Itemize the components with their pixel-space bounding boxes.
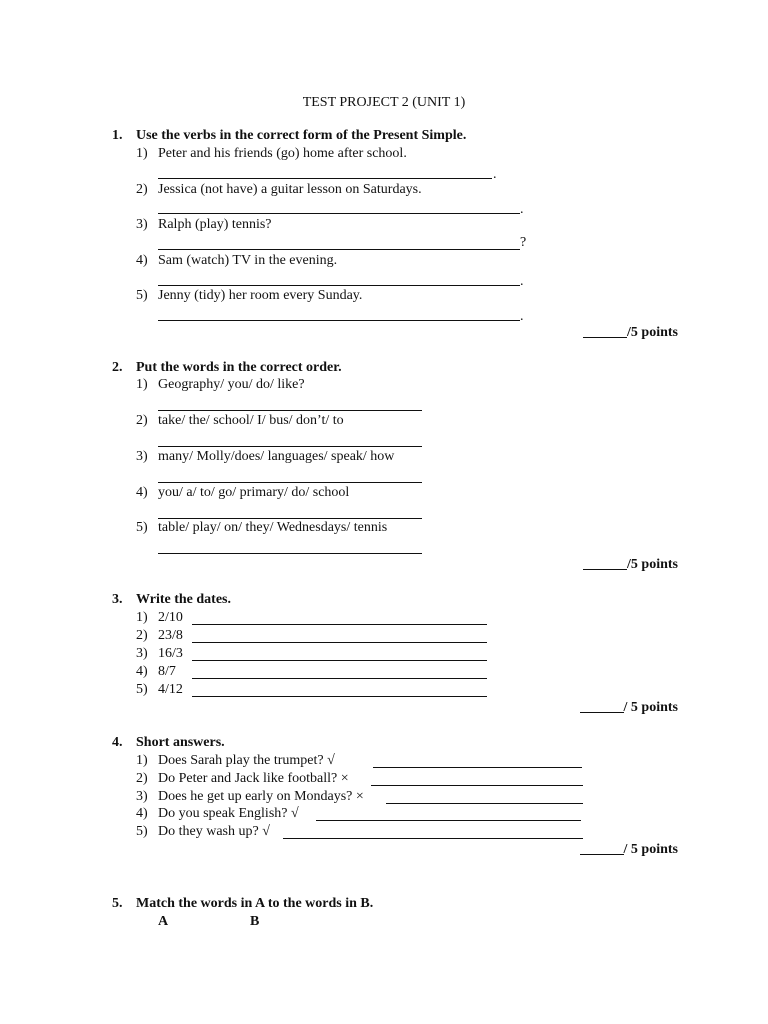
- s3-score-blank[interactable]: [580, 700, 624, 713]
- s3-item-4: 4) 8/7: [136, 664, 176, 679]
- s4-score-blank[interactable]: [580, 842, 624, 855]
- section-1-heading: 1. Use the verbs in the correct form of the Present Simple.: [112, 128, 467, 143]
- s4-item-4: 4) Do you speak English? √: [136, 806, 299, 821]
- s3-answer-line-3[interactable]: [192, 660, 487, 661]
- s1-end-2: .: [520, 202, 524, 217]
- s2-points: /5 points: [583, 557, 678, 573]
- s1-end-1: .: [493, 167, 497, 182]
- s1-answer-line-5[interactable]: [158, 320, 520, 321]
- s3-item-3: 3) 16/3: [136, 646, 183, 661]
- column-b-label: B: [250, 914, 260, 929]
- s2-answer-line-3[interactable]: [158, 482, 422, 483]
- s1-end-3: ?: [520, 235, 527, 250]
- s1-end-4: .: [520, 274, 524, 289]
- s2-answer-line-5[interactable]: [158, 553, 422, 554]
- s2-item-3: 3) many/ Molly/does/ languages/ speak/ how: [136, 449, 395, 464]
- s3-points: / 5 points: [580, 700, 678, 716]
- s4-answer-line-5[interactable]: [283, 838, 583, 839]
- s2-answer-line-1[interactable]: [158, 410, 422, 411]
- s2-item-1: 1) Geography/ you/ do/ like?: [136, 377, 305, 392]
- s1-points: /5 points: [583, 325, 678, 341]
- section-5-heading: 5. Match the words in A to the words in B.: [112, 896, 374, 911]
- s1-score-blank[interactable]: [583, 325, 627, 338]
- s1-answer-line-1[interactable]: [158, 178, 492, 179]
- s3-answer-line-1[interactable]: [192, 624, 487, 625]
- s4-points: / 5 points: [580, 842, 678, 858]
- s2-answer-line-2[interactable]: [158, 446, 422, 447]
- s4-item-2: 2) Do Peter and Jack like football? ×: [136, 771, 349, 786]
- s4-item-3: 3) Does he get up early on Mondays? ×: [136, 789, 364, 804]
- s4-answer-line-3[interactable]: [386, 803, 583, 804]
- s1-answer-line-2[interactable]: [158, 213, 520, 214]
- s3-item-5: 5) 4/12: [136, 682, 183, 697]
- s1-answer-line-3[interactable]: [158, 249, 520, 250]
- s3-item-2: 2) 23/8: [136, 628, 183, 643]
- s3-answer-line-2[interactable]: [192, 642, 487, 643]
- s1-item-3: 3) Ralph (play) tennis?: [136, 217, 272, 232]
- section-4-heading: 4. Short answers.: [112, 735, 225, 750]
- s1-item-5: 5) Jenny (tidy) her room every Sunday.: [136, 288, 363, 303]
- s1-item-4: 4) Sam (watch) TV in the evening.: [136, 253, 338, 268]
- s4-answer-line-2[interactable]: [371, 785, 583, 786]
- s3-answer-line-5[interactable]: [192, 696, 487, 697]
- s1-answer-line-4[interactable]: [158, 285, 520, 286]
- s4-answer-line-1[interactable]: [373, 767, 582, 768]
- s2-item-4: 4) you/ a/ to/ go/ primary/ do/ school: [136, 485, 350, 500]
- s3-answer-line-4[interactable]: [192, 678, 487, 679]
- s1-item-2: 2) Jessica (not have) a guitar lesson on Saturdays.: [136, 182, 422, 197]
- section-2-heading: 2. Put the words in the correct order.: [112, 360, 342, 375]
- s2-answer-line-4[interactable]: [158, 518, 422, 519]
- s2-score-blank[interactable]: [583, 557, 627, 570]
- s2-item-5: 5) table/ play/ on/ they/ Wednesdays/ tennis: [136, 520, 388, 535]
- section-3-heading: 3. Write the dates.: [112, 592, 231, 607]
- s1-end-5: .: [520, 309, 524, 324]
- s2-item-2: 2) take/ the/ school/ I/ bus/ don’t/ to: [136, 413, 344, 428]
- column-a-label: A: [158, 914, 169, 929]
- s4-item-5: 5) Do they wash up? √: [136, 824, 270, 839]
- s4-answer-line-4[interactable]: [316, 820, 581, 821]
- s1-item-1: 1) Peter and his friends (go) home after school.: [136, 146, 407, 161]
- s4-item-1: 1) Does Sarah play the trumpet? √: [136, 753, 335, 768]
- s3-item-1: 1) 2/10: [136, 610, 183, 625]
- page-title: TEST PROJECT 2 (UNIT 1): [302, 95, 466, 110]
